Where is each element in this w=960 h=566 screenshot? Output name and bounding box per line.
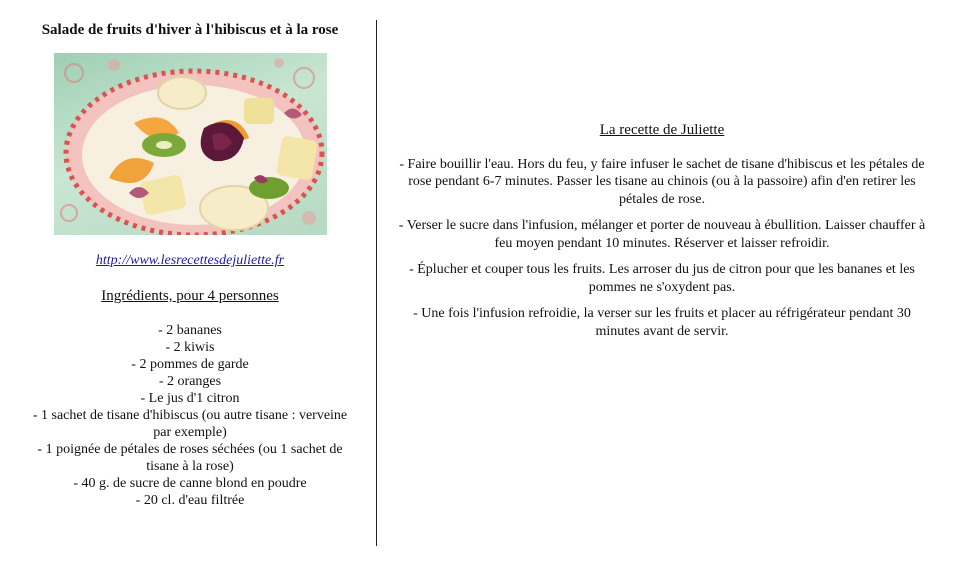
ingredient-item: - 2 bananes [158, 323, 222, 338]
recipe-heading: La recette de Juliette [599, 122, 725, 138]
recipe-step: - Une fois l'infusion refroidie, la verser sur les fruits et placer au réfrigérateur pendant 30 minutes avant de servir. [413, 306, 911, 339]
ingredients-column [20, 20, 360, 509]
website-link[interactable]: http://www.lesrecettesdejuliette.fr [95, 253, 285, 268]
fruit-salad-illustration [54, 53, 327, 235]
ingredient-item: - 2 oranges [158, 374, 222, 389]
ingredient-item: - 2 pommes de garde [131, 357, 249, 372]
recipe-title: Salade de fruits d'hiver à l'hibiscus et à la rose [41, 22, 339, 38]
recipe-column [394, 122, 930, 349]
recipe-step: - Faire bouillir l'eau. Hors du feu, y faire infuser le sachet de tisane d'hibiscus et les pétales de rose pendant 6-7 minutes. Passer les tisane au chinois (ou à la passoire) afin d'en retirer les pétales de rose. [399, 156, 925, 207]
ingredient-item: - 40 g. de sucre de canne blond en poudre [73, 476, 307, 491]
ingredient-item: - 1 poignée de pétales de roses séchées (ou 1 sachet de tisane à la rose) [37, 442, 343, 474]
recipe-step: - Éplucher et couper tous les fruits. Les arroser du jus de citron pour que les bananes et les pommes ne s'oxydent pas. [409, 262, 915, 295]
column-divider [376, 20, 377, 546]
recipe-step: - Verser le sucre dans l'infusion, mélanger et porter de nouveau à ébullition. Laisser chauffer à feu moyen pendant 10 minutes. Réserver et laisser refroidir. [398, 218, 926, 251]
ingredients-list [20, 322, 360, 509]
ingredient-item: - 2 kiwis [165, 340, 215, 355]
ingredient-item: - 1 sachet de tisane d'hibiscus (ou autre tisane : verveine par exemple) [32, 408, 348, 440]
ingredient-item: - Le jus d'1 citron [140, 391, 240, 406]
fruit-salad-photo [54, 53, 327, 235]
ingredients-heading: Ingrédients, pour 4 personnes [101, 288, 279, 304]
ingredient-item: - 20 cl. d'eau filtrée [135, 493, 245, 508]
